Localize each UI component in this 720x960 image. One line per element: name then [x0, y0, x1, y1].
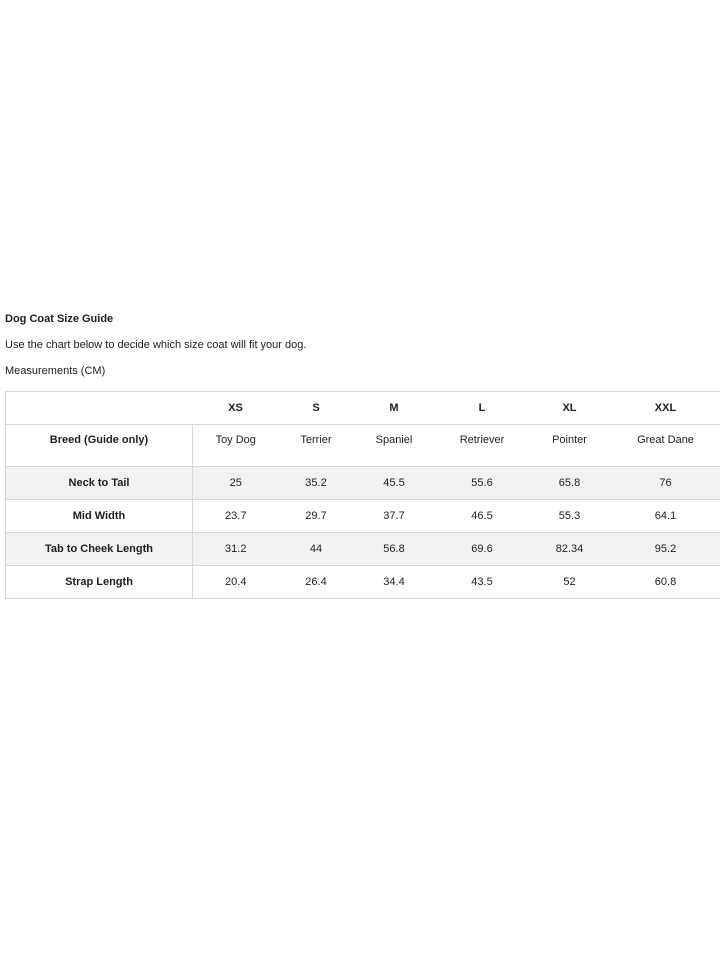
size-header: XL — [530, 392, 610, 425]
size-header: XXL — [610, 392, 720, 425]
table-cell: 65.8 — [530, 467, 610, 500]
table-cell: 46.5 — [435, 500, 530, 533]
table-cell: 45.5 — [354, 467, 435, 500]
table-cell: 60.8 — [610, 566, 720, 599]
table-cell: 34.4 — [354, 566, 435, 599]
table-cell: Retriever — [435, 425, 530, 467]
size-header: M — [354, 392, 435, 425]
table-cell: 29.7 — [279, 500, 354, 533]
table-cell: 35.2 — [279, 467, 354, 500]
size-guide-section — [5, 312, 720, 599]
table-cell: 82.34 — [530, 533, 610, 566]
size-header: S — [279, 392, 354, 425]
table-cell: Pointer — [530, 425, 610, 467]
size-header: XS — [193, 392, 279, 425]
guide-intro: Use the chart below to decide which size coat will fit your dog. — [5, 339, 307, 351]
table-cell: 55.3 — [530, 500, 610, 533]
table-cell: 52 — [530, 566, 610, 599]
table-row — [6, 467, 720, 500]
row-label: Neck to Tail — [6, 467, 193, 500]
row-label: Tab to Cheek Length — [6, 533, 193, 566]
breed-row — [6, 425, 720, 467]
table-row — [6, 566, 720, 599]
guide-title: Dog Coat Size Guide — [5, 313, 114, 325]
row-label: Strap Length — [6, 566, 193, 599]
table-cell: 44 — [279, 533, 354, 566]
table-cell: Terrier — [279, 425, 354, 467]
table-cell: Spaniel — [354, 425, 435, 467]
table-row — [6, 533, 720, 566]
guide-units: Measurements (CM) — [5, 365, 106, 377]
table-cell: 23.7 — [193, 500, 279, 533]
table-cell: 55.6 — [435, 467, 530, 500]
table-cell: 64.1 — [610, 500, 720, 533]
table-cell: 95.2 — [610, 533, 720, 566]
table-cell: 31.2 — [193, 533, 279, 566]
table-cell: 25 — [193, 467, 279, 500]
row-label: Mid Width — [6, 500, 193, 533]
table-row — [6, 500, 720, 533]
table-cell: 69.6 — [435, 533, 530, 566]
table-cell: 26.4 — [279, 566, 354, 599]
table-cell: Toy Dog — [193, 425, 279, 467]
size-header: L — [435, 392, 530, 425]
table-cell: 56.8 — [354, 533, 435, 566]
table-cell: 43.5 — [435, 566, 530, 599]
table-cell: Great Dane — [610, 425, 720, 467]
size-header-row — [6, 392, 720, 425]
table-cell: 20.4 — [193, 566, 279, 599]
table-cell: 76 — [610, 467, 720, 500]
table-cell: 37.7 — [354, 500, 435, 533]
size-table — [5, 391, 720, 599]
header-corner — [6, 392, 193, 425]
row-label: Breed (Guide only) — [6, 425, 193, 467]
